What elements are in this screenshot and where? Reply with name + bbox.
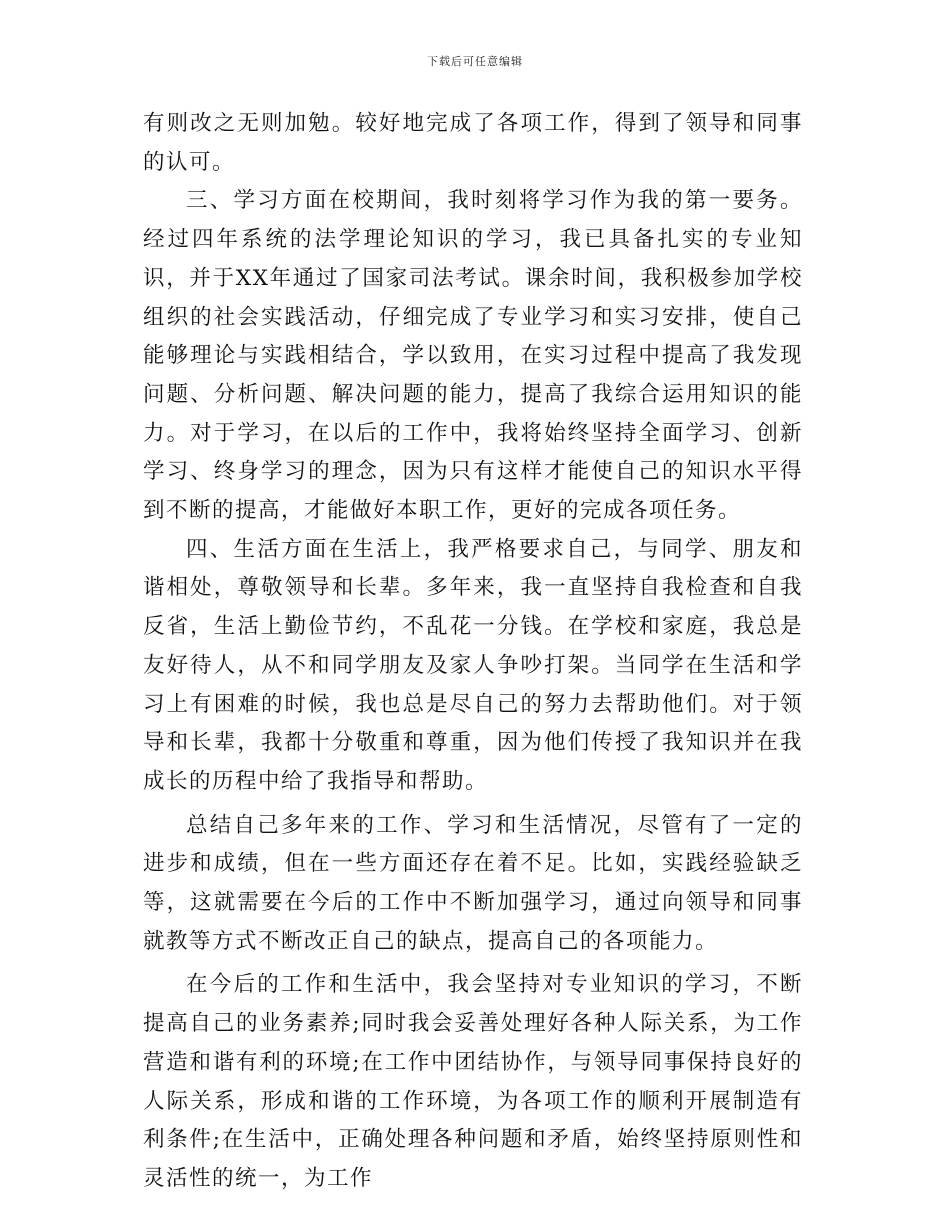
paragraph-continuation: 有则改之无则加勉。较好地完成了各项工作，得到了领导和同事的认可。 bbox=[143, 111, 803, 175]
paragraph-study: 三、学习方面在校期间，我时刻将学习作为我的第一要务。经过四年系统的法学理论知识的学习，我已具备扎实的专业知识，并于XX年通过了国家司法考试。课余时间，我积极参加学校组织的社会实践活动，仔细完成了专业学习和实习安排，使自己能够理论与实践相结合，学以致用，在实习过程中提高了我发现问题、分析问题、解决问题的能力，提高了我综合运用知识的能力。对于学习，在以后的工作中，我将始终坚持全面学习、创新学习、终身学习的理念，因为只有这样才能使自己的知识水平得到不断的提高，才能做好本职工作，更好的完成各项任务。 bbox=[143, 188, 803, 524]
paragraph-future: 在今后的工作和生活中，我会坚持对专业知识的学习，不断提高自己的业务素养;同时我会妥善处理好各种人际关系，为工作营造和谐有利的环境;在工作中团结协作，与领导同事保持良好的人际关系，形成和谐的工作环境，为各项工作的顺利开展制造有利条件;在生活中，正确处理各种问题和矛盾，始终坚持原则性和灵活性的统一，为工作 bbox=[143, 972, 803, 1191]
page-header-note: 下载后可任意编辑 bbox=[427, 55, 523, 68]
paragraph-summary: 总结自己多年来的工作、学习和生活情况，尽管有了一定的进步和成绩，但在一些方面还存在着不足。比如，实践经验缺乏等，这就需要在今后的工作中不断加强学习，通过向领导和同事就教等方式不断改正自己的缺点，提高自己的各项能力。 bbox=[143, 812, 803, 954]
document-body bbox=[143, 105, 803, 1199]
paragraph-life: 四、生活方面在生活上，我严格要求自己，与同学、朋友和谐相处，尊敬领导和长辈。多年来，我一直坚持自我检查和自我反省，生活上勤俭节约，不乱花一分钱。在学校和家庭，我总是友好待人，从不和同学朋友及家人争吵打架。当同学在生活和学习上有困难的时候，我也总是尽自己的努力去帮助他们。对于领导和长辈，我都十分敬重和尊重，因为他们传授了我知识并在我成长的历程中给了我指导和帮助。 bbox=[143, 536, 803, 794]
